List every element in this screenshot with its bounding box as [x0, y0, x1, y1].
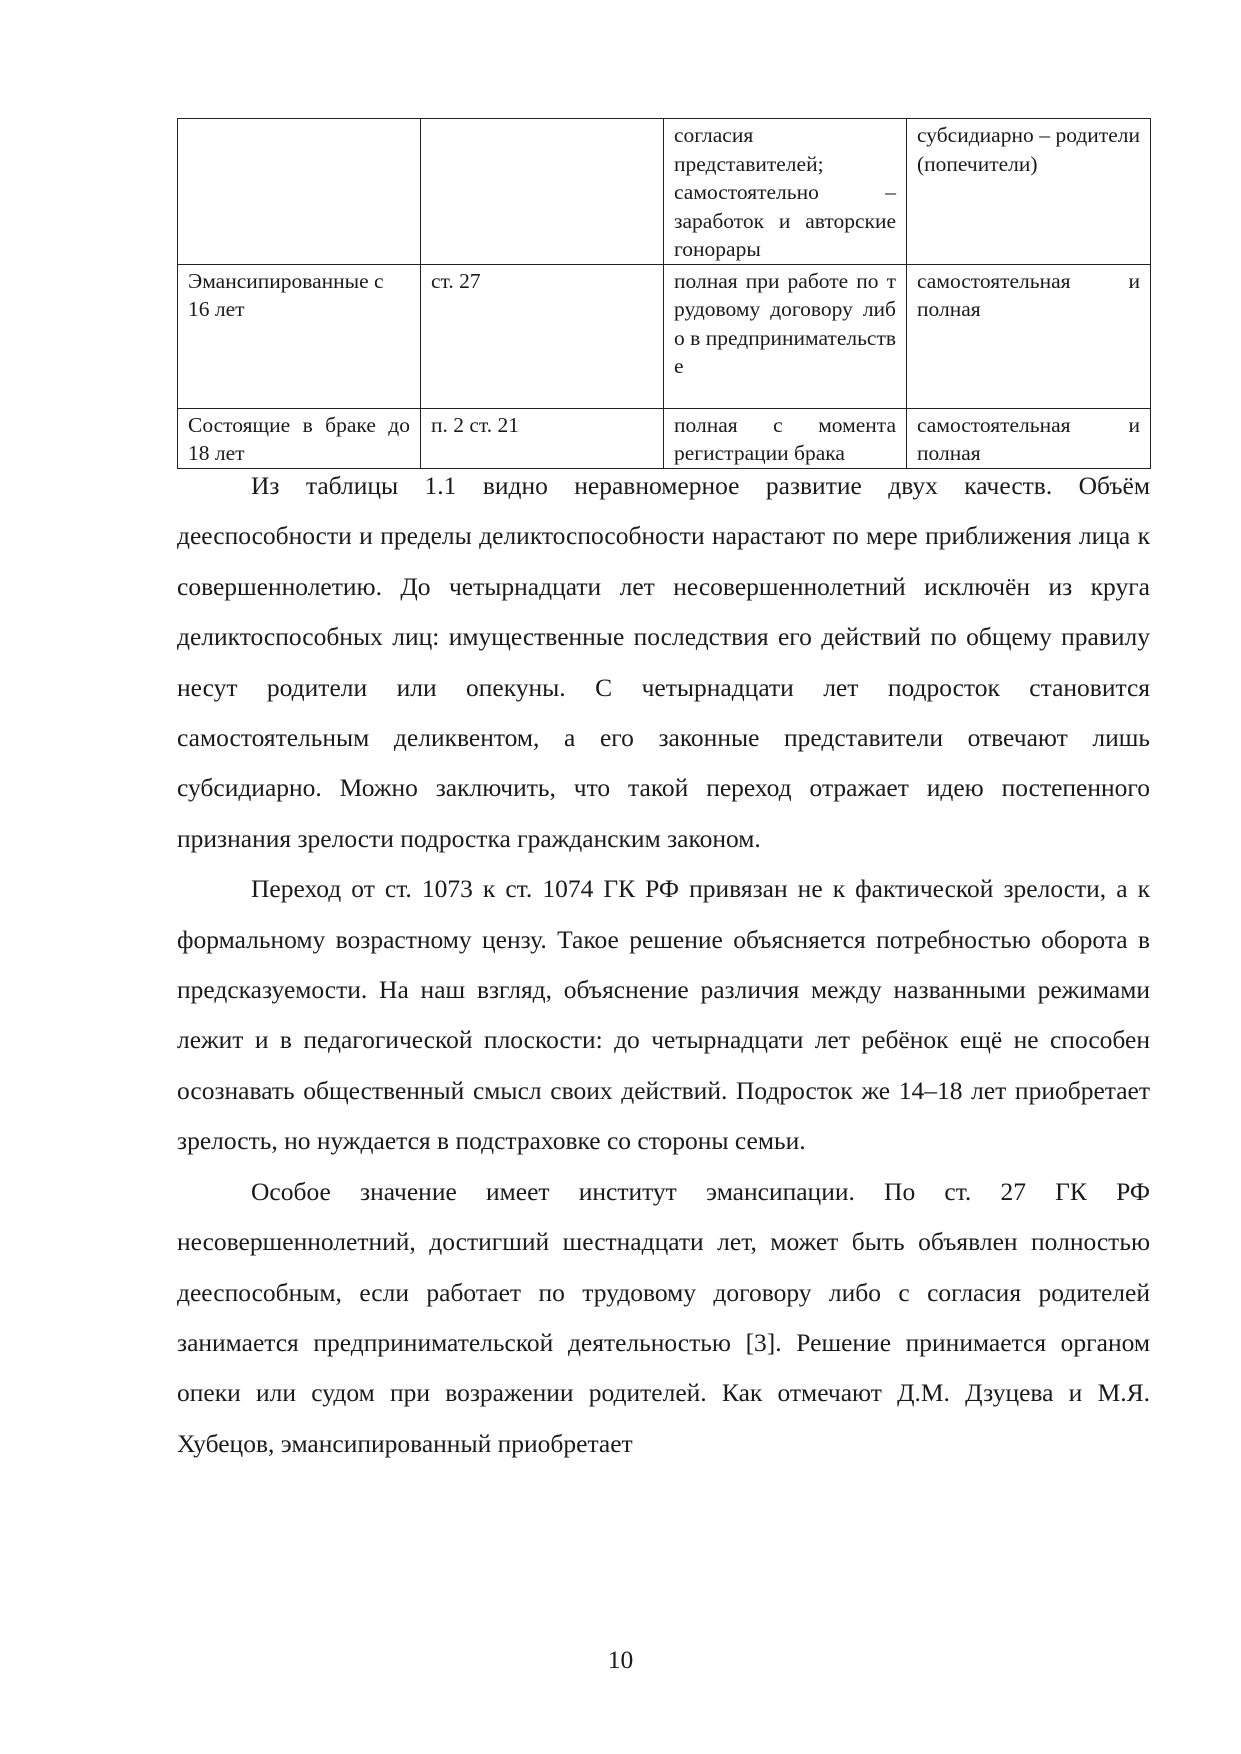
table-row — [178, 119, 1151, 265]
table-cell — [178, 119, 421, 265]
paragraph: Из таблицы 1.1 видно неравномерное развитие двух качеств. Объём дееспособности и пределы деликтоспособности нарастают по мере приближения лица к совершеннолетию. До четырнадцати лет несовершеннолетний исключён из круга деликтоспособных лиц: имущественные последствия его действий по общему правилу несут родители или опекуны. С четырнадцати лет подросток становится самостоятельным деликвентом, а его законные представители отвечают лишь субсидиарно. Можно заключить, что такой переход отражает идею постепенного признания зрелости подростка гражданским законом. — [177, 471, 1150, 853]
table-row — [178, 408, 1151, 468]
table-row — [178, 264, 1151, 408]
table-cell: полная при работе по трудовому договору либо в предпринимательстве — [664, 264, 907, 408]
table-cell: Состоящие в браке до 18 лет — [178, 408, 421, 468]
table-cell: субсидиарно – родители (попечители) — [907, 119, 1151, 265]
page-number: 10 — [607, 1645, 634, 1674]
continued-table — [177, 118, 1151, 469]
table-cell — [421, 119, 664, 265]
table-cell: самостоятельная и полная — [907, 264, 1151, 408]
table-cell: согласия представителей; самостоятельно – заработок и авторские гонорары — [664, 119, 907, 265]
table-cell: ст. 27 — [421, 264, 664, 408]
table-cell: п. 2 ст. 21 — [421, 408, 664, 468]
paragraph: Переход от ст. 1073 к ст. 1074 ГК РФ привязан не к фактической зрелости, а к формальному возрастному цензу. Такое решение объясняется потребностью оборота в предсказуемости. На наш взгляд, объяснение различия между названными режимами лежит и в педагогической плоскости: до четырнадцати лет ребёнок ещё не способен осознавать общественный смысл своих действий. Подросток же 14–18 лет приобретает зрелость, но нуждается в подстраховке со стороны семьи. — [177, 874, 1150, 1156]
table-cell: самостоятельная и полная — [907, 408, 1151, 468]
paragraph: Особое значение имеет институт эмансипации. По ст. 27 ГК РФ несовершеннолетний, достигший шестнадцати лет, может быть объявлен полностью дееспособным, если работает по трудовому договору либо с согласия родителей занимается предпринимательской деятельностью [3]. Решение принимается органом опеки или судом при возражении родителей. Как отмечают Д.М. Дзуцева и М.Я. Хубецов, эмансипированный приобретает — [177, 1176, 1150, 1458]
table-cell: полная с момента регистрации брака — [664, 408, 907, 468]
body-text — [177, 461, 1150, 1469]
table-cell: Эмансипированные с 16 лет — [178, 264, 421, 408]
